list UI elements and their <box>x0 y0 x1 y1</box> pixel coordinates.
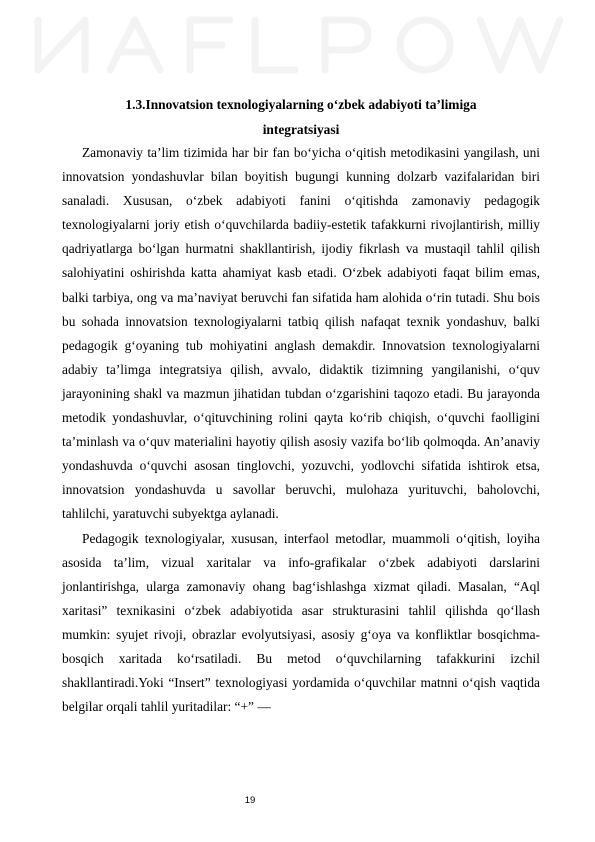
section-heading <box>62 92 540 142</box>
paragraph-1: Zamonaviy ta’lim tizimida har bir fan bo‘yicha o‘qitish metodikasini yangilash, uni innovatsion yondashuvlar bilan boyitish bugungi kunning dolzarb vazifalaridan biri sanaladi. Xususan, o‘zbek adabiyoti fanini o‘qitishda zamonaviy pedagogik texnologiyalarni joriy etish o‘quvchilarda badiiy-estetik tafakkurni rivojlantirish, milliy qadriyatlarga bo‘lgan hurmatni shakllantirish, ijodiy fikrlash va mustaqil tahlil qilish salohiyatini oshirishda katta ahamiyat kasb etadi. O‘zbek adabiyoti faqat bilim emas, balki tarbiya, ong va ma’naviyat beruvchi fan sifatida ham alohida o‘rin tutadi. Shu bois bu sohada innovatsion texnologiyalarni tatbiq qilish nafaqat texnik yondashuv, balki pedagogik g‘oyaning tub mohiyatini anglash demakdir. Innovatsion texnologiyalarni adabiy ta’limga integratsiya qilish, avvalo, didaktik tizimning yangilanishi, o‘quv jarayonining shakl va mazmun jihatidan tubdan o‘zgarishini taqozo etadi. Bu jarayonda metodik yondashuvlar, o‘qituvchining rolini qayta ko‘rib chiqish, o‘quvchi faolligini ta’minlash va o‘quv materialini hayotiy qilish asosiy vazifa bo‘lib qolmoqda. An’anaviy yondashuvda o‘quvchi asosan tinglovchi, yozuvchi, yodlovchi sifatida ishtirok etsa, innovatsion yondashuvda u savollar beruvchi, mulohaza yurituvchi, baholovchi, tahlilchi, yaratuvchi subyektga aylanadi. <box>62 145 540 522</box>
section-heading-line-1: 1.3.Innovatsion texnologiyalarning o‘zbek adabiyoti ta’limiga <box>125 97 477 112</box>
page-number: 19 <box>244 795 256 806</box>
body-text <box>62 141 540 719</box>
section-heading-line-2: integratsiyasi <box>262 122 340 137</box>
paragraph-2: Pedagogik texnologiyalar, xususan, interfaol metodlar, muammoli o‘qitish, loyiha asosida ta’lim, vizual xaritalar va info-grafikalar o‘zbek adabiyoti darslarini jonlantirishga, ularga zamonaviy ohang bag‘ishlashga xizmat qiladi. Masalan, “Aql xaritasi” texnikasini o‘zbek adabiyotida asar strukturasini tahlil qilishda qo‘llash mumkin: syujet rivoji, obrazlar evolyutsiyasi, asosiy g‘oya va konfliktlar bosqichma-bosqich xaritada ko‘rsatiladi. Bu metod o‘quvchilarning tafakkurini izchil shakllantiradi.Yoki “Insert” texnologiyasi yordamida o‘quvchilar matnni o‘qish vaqtida belgilar orqali tahlil yuritadilar: “+” — <box>62 530 540 715</box>
